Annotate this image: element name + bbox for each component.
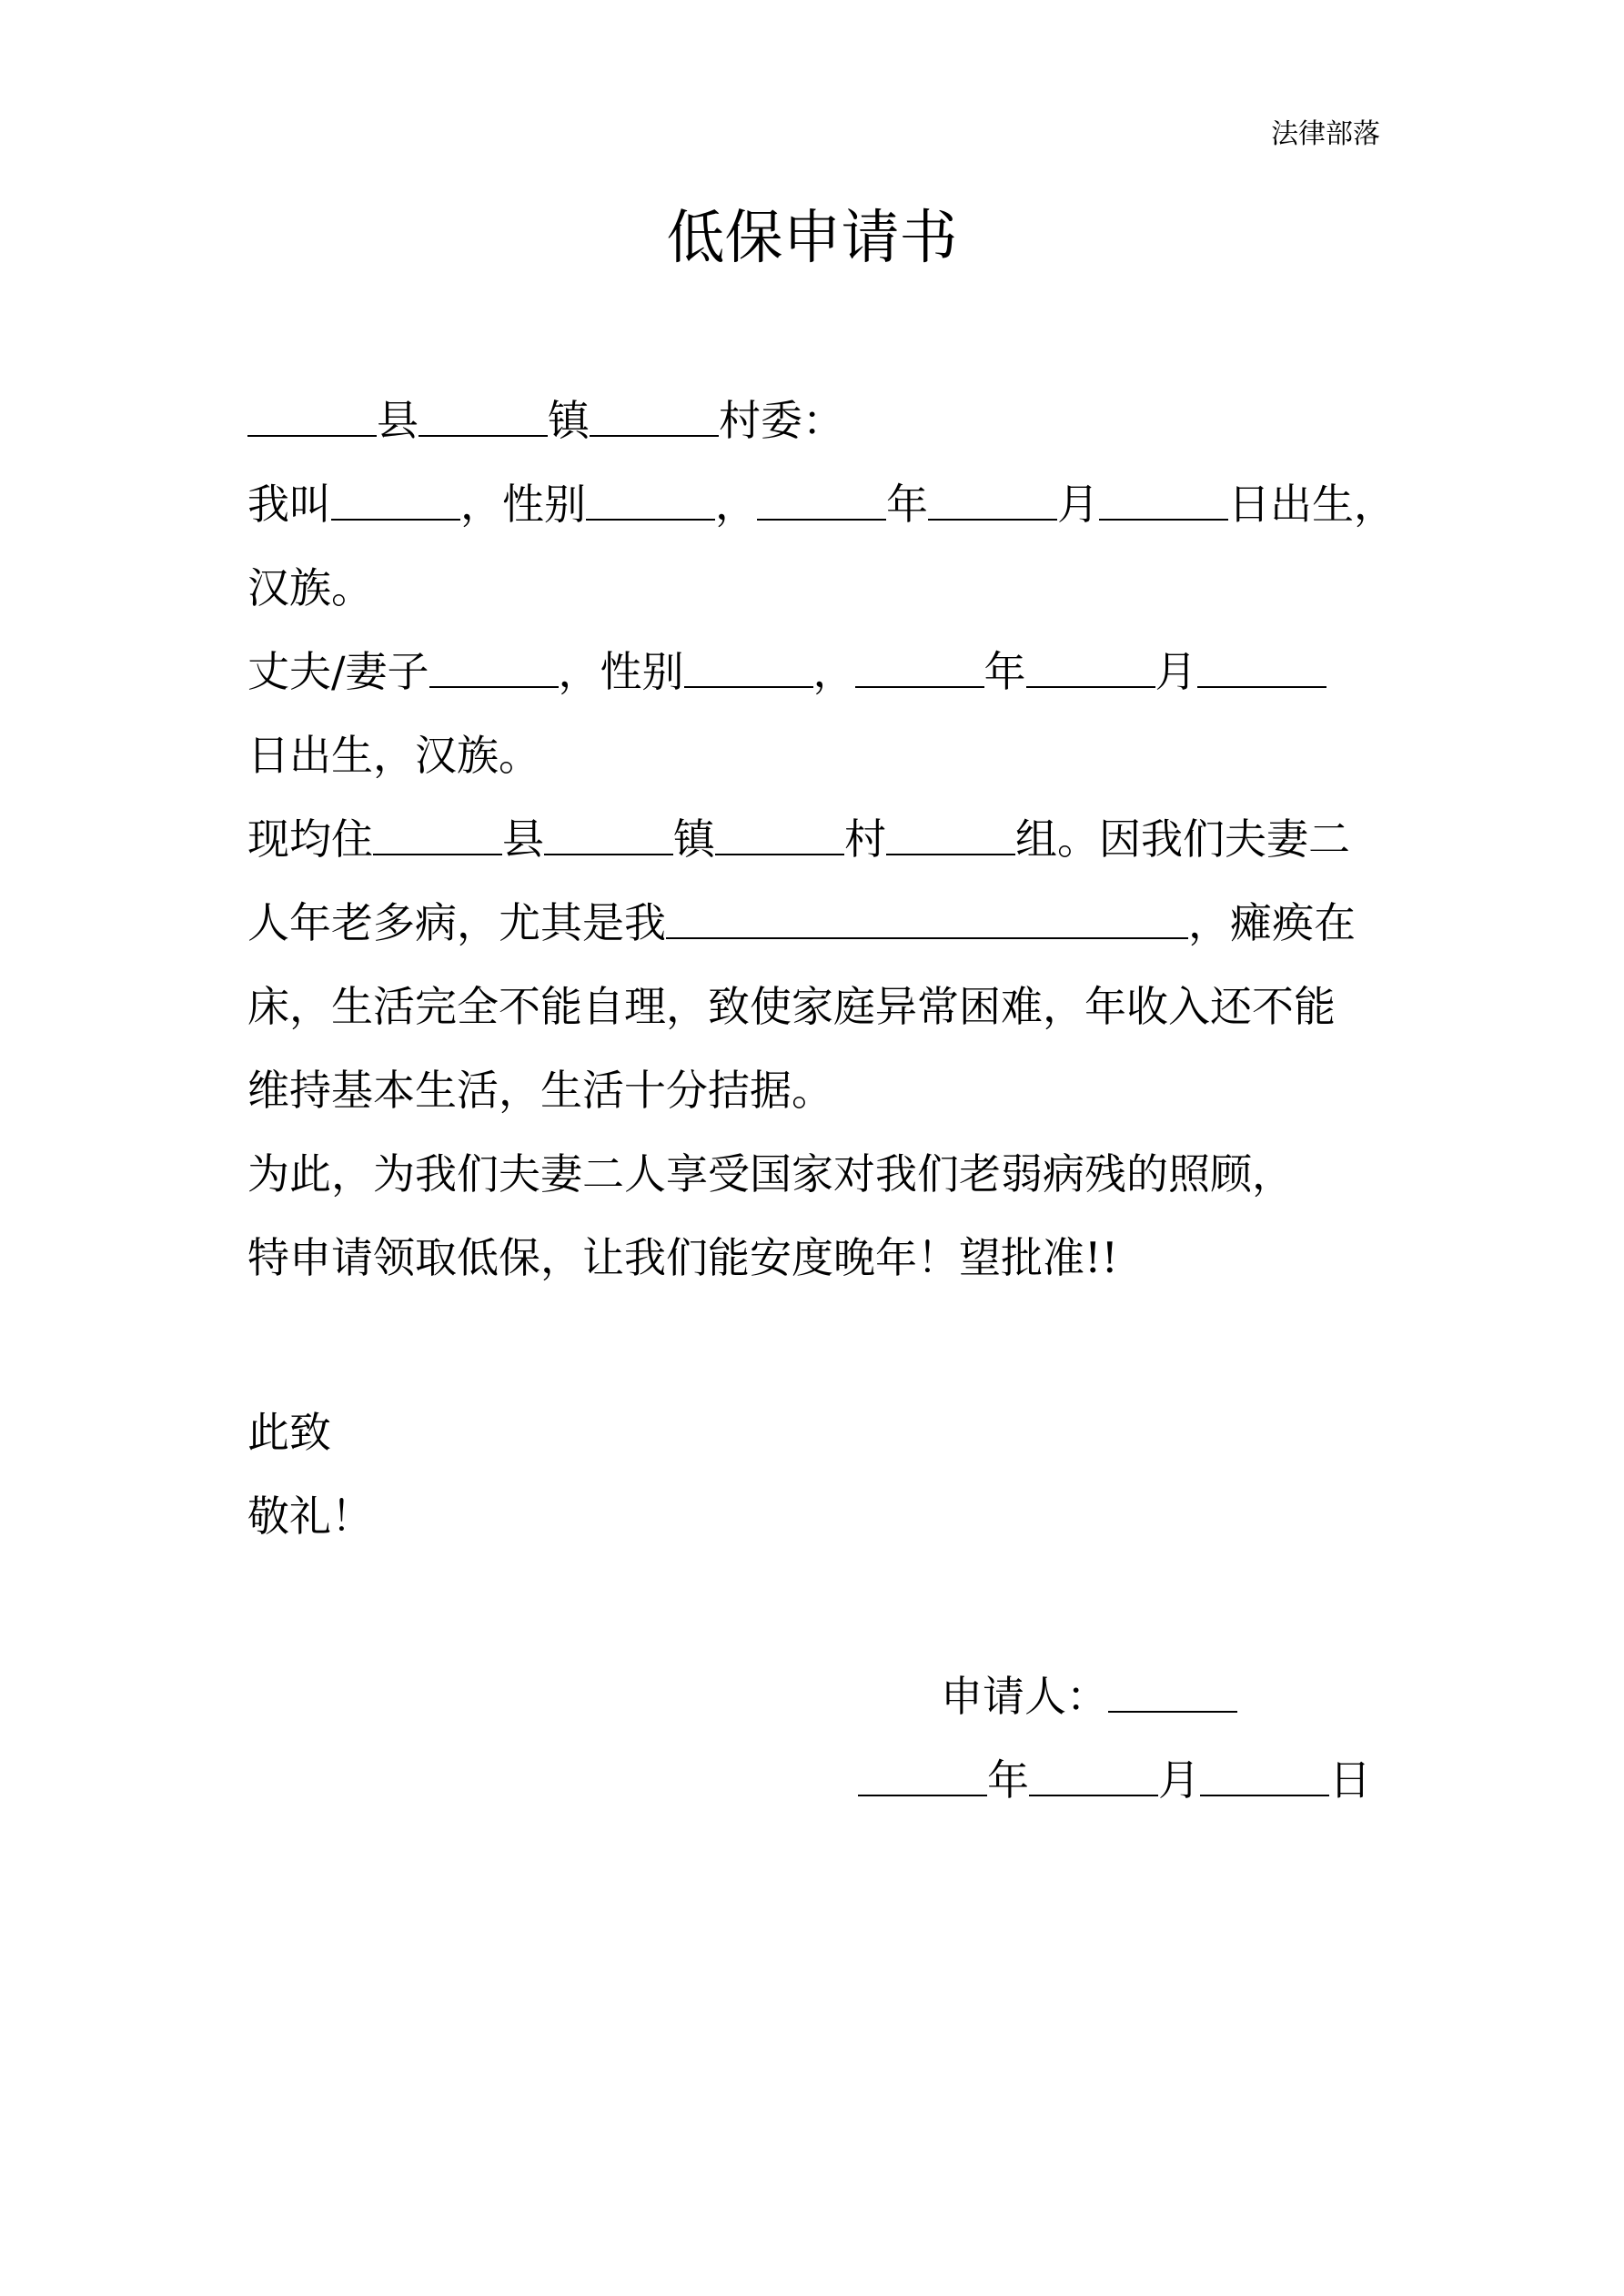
- spouse-name-blank[interactable]: [429, 655, 559, 688]
- residence-town-label: 镇: [673, 814, 715, 864]
- request-line-2: 特申请领取低保，让我们能安度晚年！望批准!!: [247, 1233, 1118, 1282]
- residence-village-label: 村: [844, 814, 886, 864]
- signature-day-label: 日: [1329, 1755, 1371, 1805]
- spouse-month-blank[interactable]: [1026, 655, 1155, 688]
- town-blank[interactable]: [419, 404, 548, 437]
- applicant-month-blank[interactable]: [928, 488, 1057, 521]
- applicant-ethnicity-line: 汉族。: [247, 563, 373, 612]
- illness-line: [247, 895, 1356, 950]
- signature-date-line: [858, 1753, 1371, 1807]
- signature-year-blank[interactable]: [858, 1764, 987, 1796]
- spouse-label: 丈夫/妻子: [247, 647, 429, 696]
- illness-prefix: 人年老多病，尤其是我: [247, 898, 666, 947]
- applicant-year-label: 年: [886, 480, 928, 529]
- county-label: 县: [377, 396, 419, 445]
- spouse-year-label: 年: [983, 647, 1026, 696]
- applicant-name-blank[interactable]: [331, 488, 460, 521]
- closing-line-2: 敬礼！: [247, 1492, 373, 1541]
- signature-day-blank[interactable]: [1200, 1764, 1329, 1796]
- applicant-month-label: 月: [1057, 480, 1099, 529]
- spouse-comma: ，: [812, 647, 855, 696]
- hardship-line-2: 维持基本生活，生活十分拮据。: [247, 1066, 833, 1115]
- residence-label: 现均住: [247, 814, 373, 864]
- spouse-line: [247, 644, 1326, 699]
- salutation-line: [247, 393, 844, 448]
- document-title: 低保申请书: [666, 205, 958, 272]
- applicant-name-label: 我叫: [247, 480, 331, 529]
- applicant-day-blank[interactable]: [1099, 488, 1228, 521]
- residence-group-reason: 组。因我们夫妻二: [1015, 814, 1350, 864]
- village-blank[interactable]: [590, 404, 719, 437]
- spouse-born-line: 日出生，汉族。: [247, 731, 540, 780]
- closing-line-1: 此致: [247, 1408, 331, 1457]
- applicant-signature-blank[interactable]: [1108, 1680, 1237, 1713]
- residence-group-blank[interactable]: [886, 823, 1015, 855]
- applicant-line: [247, 477, 1396, 531]
- watermark-text: 法律部落: [1271, 118, 1380, 150]
- spouse-gender-blank[interactable]: [684, 655, 813, 688]
- village-committee-label: 村委：: [719, 396, 844, 445]
- spouse-gender-label: ，性别: [558, 647, 684, 696]
- residence-village-blank[interactable]: [715, 823, 844, 855]
- applicant-gender-blank[interactable]: [586, 488, 715, 521]
- residence-line: [247, 812, 1350, 866]
- signature-month-blank[interactable]: [1029, 1764, 1158, 1796]
- signature-month-label: 月: [1158, 1755, 1200, 1805]
- applicant-signature-line: [941, 1669, 1237, 1724]
- signature-year-label: 年: [987, 1755, 1029, 1805]
- applicant-year-blank[interactable]: [757, 488, 886, 521]
- county-blank[interactable]: [247, 404, 377, 437]
- town-label: 镇: [548, 396, 590, 445]
- illness-suffix: ，瘫痪在: [1188, 898, 1356, 947]
- illness-blank[interactable]: [666, 906, 1188, 939]
- residence-county-blank[interactable]: [373, 823, 502, 855]
- spouse-day-blank[interactable]: [1197, 655, 1326, 688]
- applicant-born-label: 日出生，: [1228, 480, 1396, 529]
- residence-county-label: 县: [502, 814, 544, 864]
- applicant-gender-label: ，性别: [460, 480, 586, 529]
- applicant-signature-label: 申请人：: [941, 1672, 1108, 1721]
- applicant-comma: ，: [715, 480, 757, 529]
- hardship-line-1: 床，生活完全不能自理，致使家庭异常困难，年收入还不能: [247, 982, 1336, 1031]
- residence-town-blank[interactable]: [544, 823, 673, 855]
- request-line-1: 为此，为我们夫妻二人享受国家对我们老弱病残的照顾，: [247, 1149, 1294, 1199]
- spouse-month-label: 月: [1155, 647, 1197, 696]
- spouse-year-blank[interactable]: [855, 655, 984, 688]
